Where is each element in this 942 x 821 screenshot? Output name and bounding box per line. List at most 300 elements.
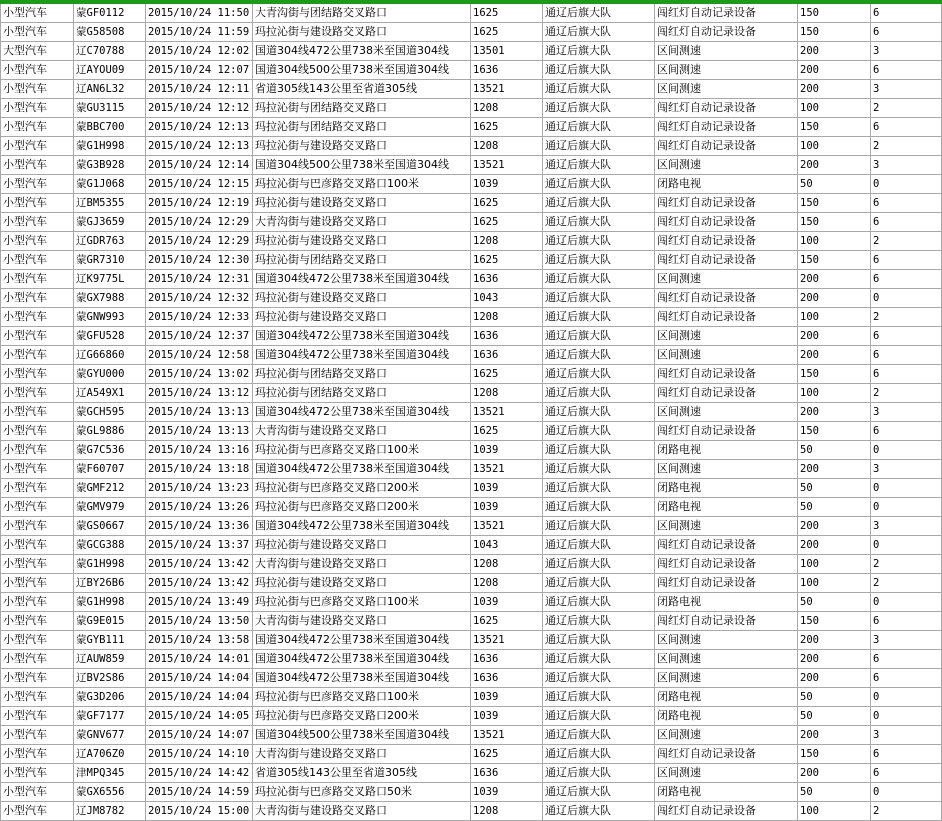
fine-cell[interactable]: 150 [798, 4, 871, 23]
unit-cell[interactable]: 通辽后旗大队 [543, 669, 655, 688]
unit-cell[interactable]: 通辽后旗大队 [543, 4, 655, 23]
device-cell[interactable]: 区间测速 [655, 764, 798, 783]
fine-cell[interactable]: 200 [798, 764, 871, 783]
device-cell[interactable]: 闯红灯自动记录设备 [655, 422, 798, 441]
code-cell[interactable]: 1043 [471, 536, 543, 555]
datetime-cell[interactable]: 2015/10/24 14:05 [146, 707, 253, 726]
unit-cell[interactable]: 通辽后旗大队 [543, 764, 655, 783]
unit-cell[interactable]: 通辽后旗大队 [543, 270, 655, 289]
device-cell[interactable]: 区间测速 [655, 460, 798, 479]
unit-cell[interactable]: 通辽后旗大队 [543, 536, 655, 555]
plate-number-cell[interactable]: 蒙GU3115 [74, 99, 146, 118]
plate-number-cell[interactable]: 蒙BBC700 [74, 118, 146, 137]
vehicle-type-cell[interactable]: 小型汽车 [1, 384, 74, 403]
location-cell[interactable]: 玛拉沁街与建设路交叉路口 [253, 194, 471, 213]
code-cell[interactable]: 1625 [471, 194, 543, 213]
datetime-cell[interactable]: 2015/10/24 13:13 [146, 403, 253, 422]
unit-cell[interactable]: 通辽后旗大队 [543, 118, 655, 137]
location-cell[interactable]: 国道304线472公里738米至国道304线 [253, 669, 471, 688]
vehicle-type-cell[interactable]: 小型汽车 [1, 669, 74, 688]
vehicle-type-cell[interactable]: 小型汽车 [1, 574, 74, 593]
points-cell[interactable]: 0 [871, 441, 942, 460]
location-cell[interactable]: 大青沟街与建设路交叉路口 [253, 422, 471, 441]
device-cell[interactable]: 闯红灯自动记录设备 [655, 4, 798, 23]
fine-cell[interactable]: 50 [798, 175, 871, 194]
code-cell[interactable]: 1625 [471, 745, 543, 764]
datetime-cell[interactable]: 2015/10/24 11:59 [146, 23, 253, 42]
unit-cell[interactable]: 通辽后旗大队 [543, 403, 655, 422]
unit-cell[interactable]: 通辽后旗大队 [543, 479, 655, 498]
points-cell[interactable]: 0 [871, 688, 942, 707]
points-cell[interactable]: 3 [871, 517, 942, 536]
vehicle-type-cell[interactable]: 小型汽车 [1, 422, 74, 441]
vehicle-type-cell[interactable]: 小型汽车 [1, 783, 74, 802]
code-cell[interactable]: 1636 [471, 346, 543, 365]
code-cell[interactable]: 1208 [471, 308, 543, 327]
points-cell[interactable]: 2 [871, 574, 942, 593]
datetime-cell[interactable]: 2015/10/24 12:32 [146, 289, 253, 308]
points-cell[interactable]: 0 [871, 175, 942, 194]
datetime-cell[interactable]: 2015/10/24 13:58 [146, 631, 253, 650]
fine-cell[interactable]: 150 [798, 23, 871, 42]
device-cell[interactable]: 闯红灯自动记录设备 [655, 308, 798, 327]
unit-cell[interactable]: 通辽后旗大队 [543, 612, 655, 631]
location-cell[interactable]: 国道304线472公里738米至国道304线 [253, 42, 471, 61]
unit-cell[interactable]: 通辽后旗大队 [543, 61, 655, 80]
points-cell[interactable]: 2 [871, 99, 942, 118]
vehicle-type-cell[interactable]: 小型汽车 [1, 631, 74, 650]
plate-number-cell[interactable]: 辽AYOU09 [74, 61, 146, 80]
vehicle-type-cell[interactable]: 小型汽车 [1, 593, 74, 612]
device-cell[interactable]: 闭路电视 [655, 498, 798, 517]
datetime-cell[interactable]: 2015/10/24 15:00 [146, 802, 253, 821]
datetime-cell[interactable]: 2015/10/24 14:42 [146, 764, 253, 783]
code-cell[interactable]: 1636 [471, 270, 543, 289]
unit-cell[interactable]: 通辽后旗大队 [543, 555, 655, 574]
location-cell[interactable]: 大青沟街与建设路交叉路口 [253, 802, 471, 821]
plate-number-cell[interactable]: 蒙GMV979 [74, 498, 146, 517]
vehicle-type-cell[interactable]: 小型汽车 [1, 802, 74, 821]
points-cell[interactable]: 0 [871, 498, 942, 517]
plate-number-cell[interactable]: 辽A549X1 [74, 384, 146, 403]
vehicle-type-cell[interactable]: 小型汽车 [1, 232, 74, 251]
fine-cell[interactable]: 100 [798, 802, 871, 821]
code-cell[interactable]: 13521 [471, 403, 543, 422]
fine-cell[interactable]: 150 [798, 251, 871, 270]
device-cell[interactable]: 闯红灯自动记录设备 [655, 213, 798, 232]
vehicle-type-cell[interactable]: 小型汽车 [1, 612, 74, 631]
device-cell[interactable]: 闭路电视 [655, 441, 798, 460]
vehicle-type-cell[interactable]: 小型汽车 [1, 289, 74, 308]
location-cell[interactable]: 玛拉沁街与巴彦路交叉路口100米 [253, 688, 471, 707]
code-cell[interactable]: 1625 [471, 23, 543, 42]
datetime-cell[interactable]: 2015/10/24 13:13 [146, 422, 253, 441]
device-cell[interactable]: 闭路电视 [655, 479, 798, 498]
datetime-cell[interactable]: 2015/10/24 13:42 [146, 555, 253, 574]
datetime-cell[interactable]: 2015/10/24 12:13 [146, 118, 253, 137]
fine-cell[interactable]: 100 [798, 232, 871, 251]
unit-cell[interactable]: 通辽后旗大队 [543, 80, 655, 99]
device-cell[interactable]: 闯红灯自动记录设备 [655, 118, 798, 137]
code-cell[interactable]: 1039 [471, 498, 543, 517]
vehicle-type-cell[interactable]: 小型汽车 [1, 441, 74, 460]
fine-cell[interactable]: 200 [798, 669, 871, 688]
points-cell[interactable]: 2 [871, 555, 942, 574]
fine-cell[interactable]: 200 [798, 80, 871, 99]
plate-number-cell[interactable]: 辽C70788 [74, 42, 146, 61]
code-cell[interactable]: 1208 [471, 232, 543, 251]
code-cell[interactable]: 1636 [471, 669, 543, 688]
fine-cell[interactable]: 50 [798, 688, 871, 707]
device-cell[interactable]: 区间测速 [655, 669, 798, 688]
device-cell[interactable]: 闯红灯自动记录设备 [655, 536, 798, 555]
code-cell[interactable]: 1208 [471, 99, 543, 118]
datetime-cell[interactable]: 2015/10/24 12:30 [146, 251, 253, 270]
fine-cell[interactable]: 200 [798, 403, 871, 422]
unit-cell[interactable]: 通辽后旗大队 [543, 802, 655, 821]
unit-cell[interactable]: 通辽后旗大队 [543, 726, 655, 745]
fine-cell[interactable]: 200 [798, 156, 871, 175]
datetime-cell[interactable]: 2015/10/24 12:37 [146, 327, 253, 346]
unit-cell[interactable]: 通辽后旗大队 [543, 384, 655, 403]
plate-number-cell[interactable]: 蒙GNW993 [74, 308, 146, 327]
plate-number-cell[interactable]: 蒙G1H998 [74, 555, 146, 574]
fine-cell[interactable]: 150 [798, 213, 871, 232]
fine-cell[interactable]: 200 [798, 460, 871, 479]
location-cell[interactable]: 国道304线472公里738米至国道304线 [253, 460, 471, 479]
code-cell[interactable]: 1625 [471, 118, 543, 137]
plate-number-cell[interactable]: 蒙GCH595 [74, 403, 146, 422]
fine-cell[interactable]: 200 [798, 289, 871, 308]
fine-cell[interactable]: 200 [798, 517, 871, 536]
device-cell[interactable]: 闭路电视 [655, 688, 798, 707]
location-cell[interactable]: 国道304线500公里738米至国道304线 [253, 156, 471, 175]
points-cell[interactable]: 0 [871, 536, 942, 555]
unit-cell[interactable]: 通辽后旗大队 [543, 441, 655, 460]
code-cell[interactable]: 1039 [471, 441, 543, 460]
points-cell[interactable]: 0 [871, 593, 942, 612]
vehicle-type-cell[interactable]: 小型汽车 [1, 270, 74, 289]
unit-cell[interactable]: 通辽后旗大队 [543, 156, 655, 175]
datetime-cell[interactable]: 2015/10/24 12:31 [146, 270, 253, 289]
plate-number-cell[interactable]: 辽GDR763 [74, 232, 146, 251]
fine-cell[interactable]: 200 [798, 42, 871, 61]
datetime-cell[interactable]: 2015/10/24 12:07 [146, 61, 253, 80]
code-cell[interactable]: 13521 [471, 80, 543, 99]
unit-cell[interactable]: 通辽后旗大队 [543, 574, 655, 593]
unit-cell[interactable]: 通辽后旗大队 [543, 308, 655, 327]
vehicle-type-cell[interactable]: 小型汽车 [1, 156, 74, 175]
vehicle-type-cell[interactable]: 小型汽车 [1, 4, 74, 23]
device-cell[interactable]: 闯红灯自动记录设备 [655, 99, 798, 118]
device-cell[interactable]: 闯红灯自动记录设备 [655, 232, 798, 251]
points-cell[interactable]: 0 [871, 289, 942, 308]
vehicle-type-cell[interactable]: 小型汽车 [1, 99, 74, 118]
points-cell[interactable]: 3 [871, 631, 942, 650]
datetime-cell[interactable]: 2015/10/24 12:15 [146, 175, 253, 194]
device-cell[interactable]: 闯红灯自动记录设备 [655, 555, 798, 574]
vehicle-type-cell[interactable]: 小型汽车 [1, 213, 74, 232]
location-cell[interactable]: 玛拉沁街与巴彦路交叉路口100米 [253, 441, 471, 460]
fine-cell[interactable]: 200 [798, 346, 871, 365]
code-cell[interactable]: 1043 [471, 289, 543, 308]
vehicle-type-cell[interactable]: 小型汽车 [1, 764, 74, 783]
location-cell[interactable]: 玛拉沁街与团结路交叉路口 [253, 251, 471, 270]
plate-number-cell[interactable]: 蒙GMF212 [74, 479, 146, 498]
unit-cell[interactable]: 通辽后旗大队 [543, 251, 655, 270]
device-cell[interactable]: 区间测速 [655, 156, 798, 175]
location-cell[interactable]: 玛拉沁街与巴彦路交叉路口200米 [253, 498, 471, 517]
fine-cell[interactable]: 200 [798, 61, 871, 80]
location-cell[interactable]: 玛拉沁街与建设路交叉路口 [253, 574, 471, 593]
plate-number-cell[interactable]: 蒙GYU000 [74, 365, 146, 384]
fine-cell[interactable]: 150 [798, 194, 871, 213]
unit-cell[interactable]: 通辽后旗大队 [543, 593, 655, 612]
datetime-cell[interactable]: 2015/10/24 13:16 [146, 441, 253, 460]
code-cell[interactable]: 1636 [471, 327, 543, 346]
location-cell[interactable]: 玛拉沁街与建设路交叉路口 [253, 536, 471, 555]
location-cell[interactable]: 国道304线472公里738米至国道304线 [253, 517, 471, 536]
device-cell[interactable]: 区间测速 [655, 327, 798, 346]
location-cell[interactable]: 玛拉沁街与巴彦路交叉路口200米 [253, 479, 471, 498]
datetime-cell[interactable]: 2015/10/24 14:04 [146, 688, 253, 707]
code-cell[interactable]: 1208 [471, 384, 543, 403]
points-cell[interactable]: 0 [871, 707, 942, 726]
vehicle-type-cell[interactable]: 小型汽车 [1, 536, 74, 555]
location-cell[interactable]: 国道304线500公里738米至国道304线 [253, 726, 471, 745]
code-cell[interactable]: 1636 [471, 764, 543, 783]
unit-cell[interactable]: 通辽后旗大队 [543, 631, 655, 650]
points-cell[interactable]: 2 [871, 232, 942, 251]
unit-cell[interactable]: 通辽后旗大队 [543, 175, 655, 194]
location-cell[interactable]: 国道304线472公里738米至国道304线 [253, 346, 471, 365]
device-cell[interactable]: 闭路电视 [655, 707, 798, 726]
points-cell[interactable]: 6 [871, 745, 942, 764]
code-cell[interactable]: 1039 [471, 783, 543, 802]
location-cell[interactable]: 玛拉沁街与建设路交叉路口 [253, 232, 471, 251]
unit-cell[interactable]: 通辽后旗大队 [543, 688, 655, 707]
location-cell[interactable]: 玛拉沁街与建设路交叉路口 [253, 289, 471, 308]
points-cell[interactable]: 6 [871, 327, 942, 346]
plate-number-cell[interactable]: 辽JM8782 [74, 802, 146, 821]
points-cell[interactable]: 6 [871, 346, 942, 365]
unit-cell[interactable]: 通辽后旗大队 [543, 365, 655, 384]
plate-number-cell[interactable]: 蒙GL9886 [74, 422, 146, 441]
fine-cell[interactable]: 50 [798, 498, 871, 517]
datetime-cell[interactable]: 2015/10/24 13:02 [146, 365, 253, 384]
fine-cell[interactable]: 100 [798, 99, 871, 118]
code-cell[interactable]: 1625 [471, 4, 543, 23]
plate-number-cell[interactable]: 蒙G1H998 [74, 137, 146, 156]
code-cell[interactable]: 13501 [471, 42, 543, 61]
points-cell[interactable]: 6 [871, 23, 942, 42]
device-cell[interactable]: 闯红灯自动记录设备 [655, 745, 798, 764]
code-cell[interactable]: 13521 [471, 631, 543, 650]
datetime-cell[interactable]: 2015/10/24 12:11 [146, 80, 253, 99]
unit-cell[interactable]: 通辽后旗大队 [543, 232, 655, 251]
location-cell[interactable]: 玛拉沁街与建设路交叉路口 [253, 308, 471, 327]
datetime-cell[interactable]: 2015/10/24 12:02 [146, 42, 253, 61]
location-cell[interactable]: 玛拉沁街与巴彦路交叉路口100米 [253, 593, 471, 612]
points-cell[interactable]: 3 [871, 726, 942, 745]
location-cell[interactable]: 国道304线472公里738米至国道304线 [253, 327, 471, 346]
vehicle-type-cell[interactable]: 小型汽车 [1, 175, 74, 194]
datetime-cell[interactable]: 2015/10/24 12:29 [146, 213, 253, 232]
code-cell[interactable]: 1625 [471, 612, 543, 631]
plate-number-cell[interactable]: 蒙GX6556 [74, 783, 146, 802]
code-cell[interactable]: 1636 [471, 61, 543, 80]
vehicle-type-cell[interactable]: 小型汽车 [1, 650, 74, 669]
datetime-cell[interactable]: 2015/10/24 13:50 [146, 612, 253, 631]
code-cell[interactable]: 1625 [471, 422, 543, 441]
vehicle-type-cell[interactable]: 小型汽车 [1, 707, 74, 726]
unit-cell[interactable]: 通辽后旗大队 [543, 213, 655, 232]
points-cell[interactable]: 6 [871, 194, 942, 213]
code-cell[interactable]: 1625 [471, 365, 543, 384]
datetime-cell[interactable]: 2015/10/24 14:59 [146, 783, 253, 802]
points-cell[interactable]: 2 [871, 308, 942, 327]
plate-number-cell[interactable]: 辽K9775L [74, 270, 146, 289]
location-cell[interactable]: 国道304线472公里738米至国道304线 [253, 631, 471, 650]
vehicle-type-cell[interactable]: 小型汽车 [1, 308, 74, 327]
plate-number-cell[interactable]: 蒙GFU528 [74, 327, 146, 346]
datetime-cell[interactable]: 2015/10/24 14:04 [146, 669, 253, 688]
code-cell[interactable]: 1039 [471, 479, 543, 498]
device-cell[interactable]: 区间测速 [655, 726, 798, 745]
device-cell[interactable]: 闯红灯自动记录设备 [655, 365, 798, 384]
unit-cell[interactable]: 通辽后旗大队 [543, 650, 655, 669]
plate-number-cell[interactable]: 蒙G3B928 [74, 156, 146, 175]
location-cell[interactable]: 玛拉沁街与建设路交叉路口 [253, 137, 471, 156]
device-cell[interactable]: 闯红灯自动记录设备 [655, 384, 798, 403]
unit-cell[interactable]: 通辽后旗大队 [543, 498, 655, 517]
points-cell[interactable]: 3 [871, 403, 942, 422]
plate-number-cell[interactable]: 辽AN6L32 [74, 80, 146, 99]
points-cell[interactable]: 0 [871, 479, 942, 498]
location-cell[interactable]: 大青沟街与建设路交叉路口 [253, 555, 471, 574]
unit-cell[interactable]: 通辽后旗大队 [543, 327, 655, 346]
device-cell[interactable]: 闭路电视 [655, 593, 798, 612]
device-cell[interactable]: 区间测速 [655, 517, 798, 536]
points-cell[interactable]: 6 [871, 669, 942, 688]
vehicle-type-cell[interactable]: 小型汽车 [1, 346, 74, 365]
points-cell[interactable]: 6 [871, 422, 942, 441]
plate-number-cell[interactable]: 蒙G1H998 [74, 593, 146, 612]
location-cell[interactable]: 国道304线472公里738米至国道304线 [253, 403, 471, 422]
location-cell[interactable]: 玛拉沁街与建设路交叉路口 [253, 23, 471, 42]
fine-cell[interactable]: 150 [798, 612, 871, 631]
datetime-cell[interactable]: 2015/10/24 13:12 [146, 384, 253, 403]
fine-cell[interactable]: 200 [798, 327, 871, 346]
fine-cell[interactable]: 200 [798, 270, 871, 289]
plate-number-cell[interactable]: 蒙GYB111 [74, 631, 146, 650]
vehicle-type-cell[interactable]: 小型汽车 [1, 403, 74, 422]
unit-cell[interactable]: 通辽后旗大队 [543, 137, 655, 156]
code-cell[interactable]: 1039 [471, 593, 543, 612]
points-cell[interactable]: 6 [871, 650, 942, 669]
vehicle-type-cell[interactable]: 小型汽车 [1, 61, 74, 80]
vehicle-type-cell[interactable]: 小型汽车 [1, 479, 74, 498]
device-cell[interactable]: 区间测速 [655, 61, 798, 80]
vehicle-type-cell[interactable]: 小型汽车 [1, 498, 74, 517]
location-cell[interactable]: 大青沟街与建设路交叉路口 [253, 612, 471, 631]
code-cell[interactable]: 1039 [471, 707, 543, 726]
plate-number-cell[interactable]: 辽BV2S86 [74, 669, 146, 688]
plate-number-cell[interactable]: 蒙GF0112 [74, 4, 146, 23]
plate-number-cell[interactable]: 辽BY26B6 [74, 574, 146, 593]
unit-cell[interactable]: 通辽后旗大队 [543, 422, 655, 441]
datetime-cell[interactable]: 2015/10/24 12:29 [146, 232, 253, 251]
points-cell[interactable]: 6 [871, 251, 942, 270]
plate-number-cell[interactable]: 蒙G58508 [74, 23, 146, 42]
device-cell[interactable]: 区间测速 [655, 346, 798, 365]
fine-cell[interactable]: 150 [798, 745, 871, 764]
fine-cell[interactable]: 200 [798, 650, 871, 669]
device-cell[interactable]: 区间测速 [655, 80, 798, 99]
unit-cell[interactable]: 通辽后旗大队 [543, 99, 655, 118]
points-cell[interactable]: 6 [871, 612, 942, 631]
points-cell[interactable]: 2 [871, 802, 942, 821]
device-cell[interactable]: 闯红灯自动记录设备 [655, 251, 798, 270]
datetime-cell[interactable]: 2015/10/24 13:26 [146, 498, 253, 517]
unit-cell[interactable]: 通辽后旗大队 [543, 707, 655, 726]
vehicle-type-cell[interactable]: 大型汽车 [1, 42, 74, 61]
datetime-cell[interactable]: 2015/10/24 14:10 [146, 745, 253, 764]
points-cell[interactable]: 6 [871, 764, 942, 783]
code-cell[interactable]: 1039 [471, 175, 543, 194]
datetime-cell[interactable]: 2015/10/24 13:36 [146, 517, 253, 536]
datetime-cell[interactable]: 2015/10/24 13:23 [146, 479, 253, 498]
fine-cell[interactable]: 50 [798, 783, 871, 802]
location-cell[interactable]: 大青沟街与建设路交叉路口 [253, 213, 471, 232]
fine-cell[interactable]: 150 [798, 365, 871, 384]
vehicle-type-cell[interactable]: 小型汽车 [1, 365, 74, 384]
unit-cell[interactable]: 通辽后旗大队 [543, 783, 655, 802]
code-cell[interactable]: 1208 [471, 802, 543, 821]
datetime-cell[interactable]: 2015/10/24 13:49 [146, 593, 253, 612]
device-cell[interactable]: 闯红灯自动记录设备 [655, 574, 798, 593]
device-cell[interactable]: 闭路电视 [655, 783, 798, 802]
plate-number-cell[interactable]: 辽BM5355 [74, 194, 146, 213]
points-cell[interactable]: 6 [871, 270, 942, 289]
fine-cell[interactable]: 150 [798, 118, 871, 137]
points-cell[interactable]: 6 [871, 365, 942, 384]
plate-number-cell[interactable]: 津MPQ345 [74, 764, 146, 783]
code-cell[interactable]: 13521 [471, 517, 543, 536]
vehicle-type-cell[interactable]: 小型汽车 [1, 80, 74, 99]
fine-cell[interactable]: 200 [798, 726, 871, 745]
vehicle-type-cell[interactable]: 小型汽车 [1, 194, 74, 213]
datetime-cell[interactable]: 2015/10/24 14:01 [146, 650, 253, 669]
device-cell[interactable]: 区间测速 [655, 42, 798, 61]
location-cell[interactable]: 玛拉沁街与团结路交叉路口 [253, 99, 471, 118]
datetime-cell[interactable]: 2015/10/24 12:14 [146, 156, 253, 175]
device-cell[interactable]: 区间测速 [655, 403, 798, 422]
plate-number-cell[interactable]: 蒙G1J068 [74, 175, 146, 194]
plate-number-cell[interactable]: 蒙GF7177 [74, 707, 146, 726]
location-cell[interactable]: 大青沟街与团结路交叉路口 [253, 4, 471, 23]
unit-cell[interactable]: 通辽后旗大队 [543, 42, 655, 61]
code-cell[interactable]: 1208 [471, 574, 543, 593]
fine-cell[interactable]: 100 [798, 555, 871, 574]
points-cell[interactable]: 3 [871, 80, 942, 99]
plate-number-cell[interactable]: 辽AUW859 [74, 650, 146, 669]
vehicle-type-cell[interactable]: 小型汽车 [1, 327, 74, 346]
code-cell[interactable]: 1208 [471, 555, 543, 574]
location-cell[interactable]: 国道304线500公里738米至国道304线 [253, 61, 471, 80]
fine-cell[interactable]: 50 [798, 479, 871, 498]
datetime-cell[interactable]: 2015/10/24 13:37 [146, 536, 253, 555]
